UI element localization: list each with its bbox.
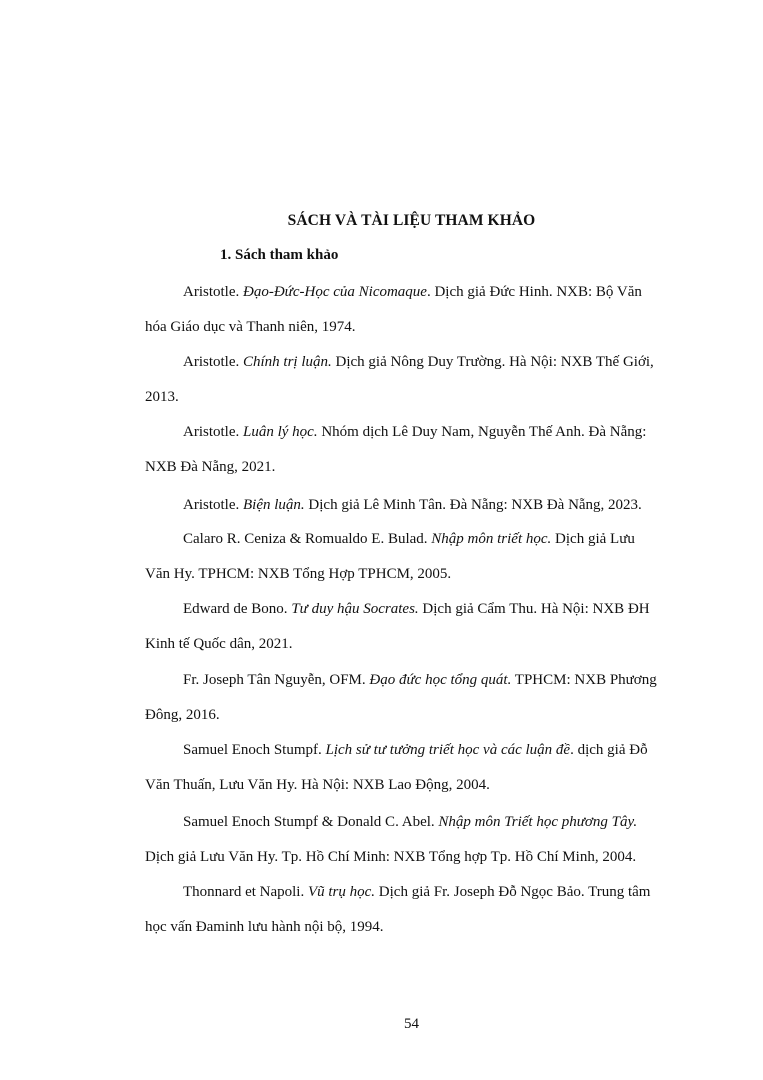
reference-entry: Aristotle. Đạo-Đức-Học của Nicomaque. Dịch giả Đức Hinh. NXB: Bộ Văn hóa Giáo dục và Thanh niên, 1974. <box>145 284 642 335</box>
section-heading: 1. Sách tham khảo <box>220 247 339 263</box>
reference-entry: Samuel Enoch Stumpf & Donald C. Abel. Nhập môn Triết học phương Tây. Dịch giả Lưu Văn Hy. Tp. Hồ Chí Minh: NXB Tổng hợp Tp. Hồ Chí Minh, 2004. <box>145 814 638 865</box>
reference-entry: Fr. Joseph Tân Nguyễn, OFM. Đạo đức học tổng quát. TPHCM: NXB Phương Đông, 2016. <box>145 672 657 723</box>
reference-entry: Thonnard et Napoli. Vũ trụ học. Dịch giả Fr. Joseph Đỗ Ngọc Bảo. Trung tâm học vấn Đaminh lưu hành nội bộ, 1994. <box>145 884 651 935</box>
page-title: SÁCH VÀ TÀI LIỆU THAM KHẢO <box>287 212 536 229</box>
reference-entry: Calaro R. Ceniza & Romualdo E. Bulad. Nhập môn triết học. Dịch giả Lưu Văn Hy. TPHCM: NXB Tổng Hợp TPHCM, 2005. <box>145 531 635 582</box>
page-number: 54 <box>404 1016 419 1032</box>
reference-entry: Samuel Enoch Stumpf. Lịch sử tư tưởng triết học và các luận đề. dịch giả Đỗ Văn Thuấn, Lưu Văn Hy. Hà Nội: NXB Lao Động, 2004. <box>145 742 648 793</box>
reference-entry: Edward de Bono. Tư duy hậu Socrates. Dịch giả Cẩm Thu. Hà Nội: NXB ĐH Kinh tế Quốc dân, 2021. <box>145 601 650 652</box>
reference-entry: Aristotle. Luân lý học. Nhóm dịch Lê Duy Nam, Nguyễn Thế Anh. Đà Nẵng: NXB Đà Nẵng, 2021. <box>145 424 647 475</box>
reference-entry: Aristotle. Chính trị luận. Dịch giả Nông Duy Trường. Hà Nội: NXB Thế Giới, 2013. <box>145 354 654 405</box>
reference-entry: Aristotle. Biện luận. Dịch giả Lê Minh Tân. Đà Nẵng: NXB Đà Nẵng, 2023. <box>183 497 642 513</box>
